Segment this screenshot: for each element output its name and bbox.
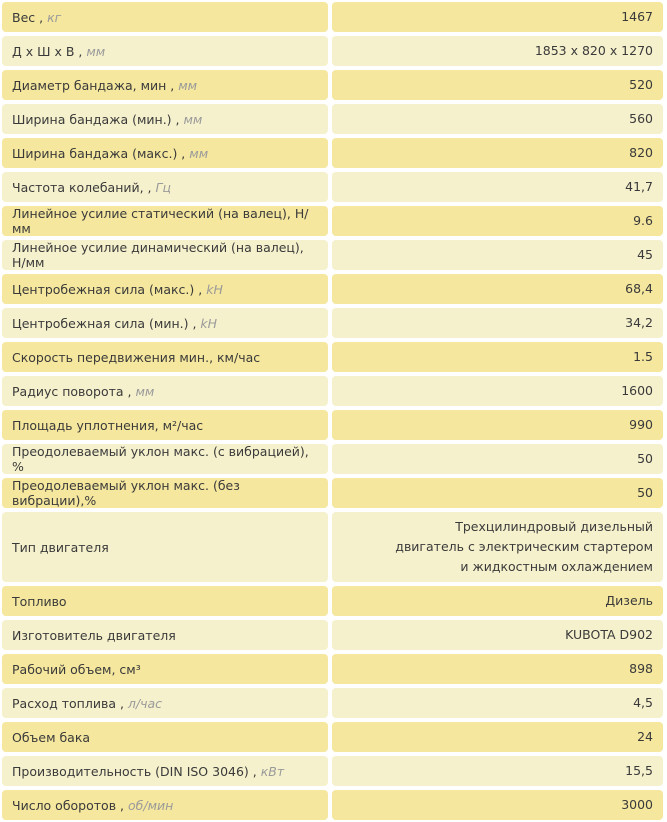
spec-row-power — [0, 754, 667, 788]
spec-value: 9.6 — [332, 206, 663, 236]
spec-label-text: Преодолеваемый уклон макс. (с вибрацией), % — [12, 444, 309, 474]
spec-value: 1600 — [332, 376, 663, 406]
spec-row-fuel — [0, 584, 667, 618]
spec-label — [2, 512, 328, 582]
spec-label-text: Изготовитель двигателя — [12, 627, 176, 643]
spec-value: 820 — [332, 138, 663, 168]
spec-row-engine-maker — [0, 618, 667, 652]
spec-value: 68,4 — [332, 274, 663, 304]
spec-unit: кг — [47, 9, 62, 25]
spec-label-text: Производительность (DIN ISO 3046) , — [12, 763, 257, 779]
spec-unit: мм — [178, 77, 198, 93]
spec-label — [2, 722, 328, 752]
spec-label — [2, 756, 328, 786]
spec-label — [2, 2, 328, 32]
spec-value: 45 — [332, 240, 663, 270]
spec-row-engine-type — [0, 510, 667, 584]
spec-unit: л/час — [127, 695, 163, 711]
spec-row-displacement — [0, 652, 667, 686]
spec-row-tank-volume — [0, 720, 667, 754]
spec-label — [2, 138, 328, 168]
spec-value: 1.5 — [332, 342, 663, 372]
spec-unit: об/мин — [128, 797, 174, 813]
spec-row-centrifugal-max — [0, 272, 667, 306]
spec-label — [2, 342, 328, 372]
spec-unit: мм — [135, 383, 155, 399]
spec-row-dynamic-linear-load — [0, 238, 667, 272]
spec-row-weight — [0, 0, 667, 34]
spec-row-gradeability-no-vibration — [0, 476, 667, 510]
spec-value: 990 — [332, 410, 663, 440]
spec-label — [2, 172, 328, 202]
spec-label — [2, 688, 328, 718]
spec-label-text: Ширина бандажа (макс.) , — [12, 145, 186, 161]
spec-label — [2, 308, 328, 338]
spec-row-centrifugal-min — [0, 306, 667, 340]
spec-label-text: Число оборотов , — [12, 797, 125, 813]
spec-unit: кВт — [260, 763, 285, 779]
spec-unit: мм — [183, 111, 203, 127]
spec-label-text: Радиус поворота , — [12, 383, 132, 399]
spec-label-text: Площадь уплотнения, м²/час — [12, 417, 204, 433]
spec-label-text: Скорость передвижения мин., км/час — [12, 349, 261, 365]
spec-label — [2, 586, 328, 616]
spec-label — [2, 70, 328, 100]
spec-value: 50 — [332, 478, 663, 508]
spec-label — [2, 478, 328, 508]
spec-label-text: Топливо — [12, 593, 67, 609]
spec-label-text: Линейное усилие динамический (на валец), Н/мм — [12, 240, 304, 270]
spec-row-drum-width-min — [0, 102, 667, 136]
spec-label-text: Объем бака — [12, 729, 91, 745]
spec-label-text: Центробежная сила (макс.) , — [12, 281, 203, 297]
spec-row-gradeability-vibration — [0, 442, 667, 476]
spec-label — [2, 410, 328, 440]
spec-row-drum-width-max — [0, 136, 667, 170]
spec-label — [2, 376, 328, 406]
spec-unit: мм — [86, 43, 106, 59]
spec-row-speed — [0, 340, 667, 374]
spec-label — [2, 104, 328, 134]
spec-label-text: Д х Ш х В , — [12, 43, 83, 59]
spec-label — [2, 444, 328, 474]
spec-unit: мм — [189, 145, 209, 161]
spec-row-rpm — [0, 788, 667, 822]
spec-label-text: Центробежная сила (мин.) , — [12, 315, 197, 331]
spec-row-dimensions — [0, 34, 667, 68]
spec-value: KUBOTA D902 — [332, 620, 663, 650]
spec-value: 15,5 — [332, 756, 663, 786]
spec-label-text: Рабочий объем, см³ — [12, 661, 141, 677]
spec-label-text: Диаметр бандажа, мин , — [12, 77, 175, 93]
spec-value: 50 — [332, 444, 663, 474]
spec-value: 41,7 — [332, 172, 663, 202]
spec-label-text: Тип двигателя — [12, 539, 109, 555]
spec-row-fuel-consumption — [0, 686, 667, 720]
spec-label-text: Линейное усилие статический (на валец), Н/мм — [12, 206, 309, 236]
spec-value: Дизель — [332, 586, 663, 616]
spec-label — [2, 790, 328, 820]
spec-label — [2, 240, 328, 270]
spec-label — [2, 274, 328, 304]
spec-row-static-linear-load — [0, 204, 667, 238]
spec-unit: kH — [200, 315, 218, 331]
spec-label — [2, 654, 328, 684]
spec-unit: kH — [206, 281, 223, 297]
spec-row-turning-radius — [0, 374, 667, 408]
spec-value: 1467 — [332, 2, 663, 32]
spec-value: 24 — [332, 722, 663, 752]
spec-label-text: Вес , — [12, 9, 44, 25]
spec-row-compaction-area — [0, 408, 667, 442]
spec-label-text: Расход топлива , — [12, 695, 124, 711]
spec-value: 520 — [332, 70, 663, 100]
spec-label — [2, 620, 328, 650]
spec-value: 34,2 — [332, 308, 663, 338]
spec-unit: Гц — [155, 179, 172, 195]
spec-value: 1853 х 820 х 1270 — [332, 36, 663, 66]
spec-label — [2, 36, 328, 66]
spec-label-text: Преодолеваемый уклон макс. (без вибрации),% — [12, 478, 240, 508]
spec-label — [2, 206, 328, 236]
spec-value: Трехцилиндровый дизельный двигатель с электрическим стартером и жидкостным охлаждением — [332, 512, 663, 582]
spec-row-frequency — [0, 170, 667, 204]
spec-value: 898 — [332, 654, 663, 684]
spec-value: 560 — [332, 104, 663, 134]
spec-value: 3000 — [332, 790, 663, 820]
spec-label-text: Ширина бандажа (мин.) , — [12, 111, 180, 127]
spec-label-text: Частота колебаний, , — [12, 179, 152, 195]
spec-value: 4,5 — [332, 688, 663, 718]
spec-row-drum-diameter — [0, 68, 667, 102]
